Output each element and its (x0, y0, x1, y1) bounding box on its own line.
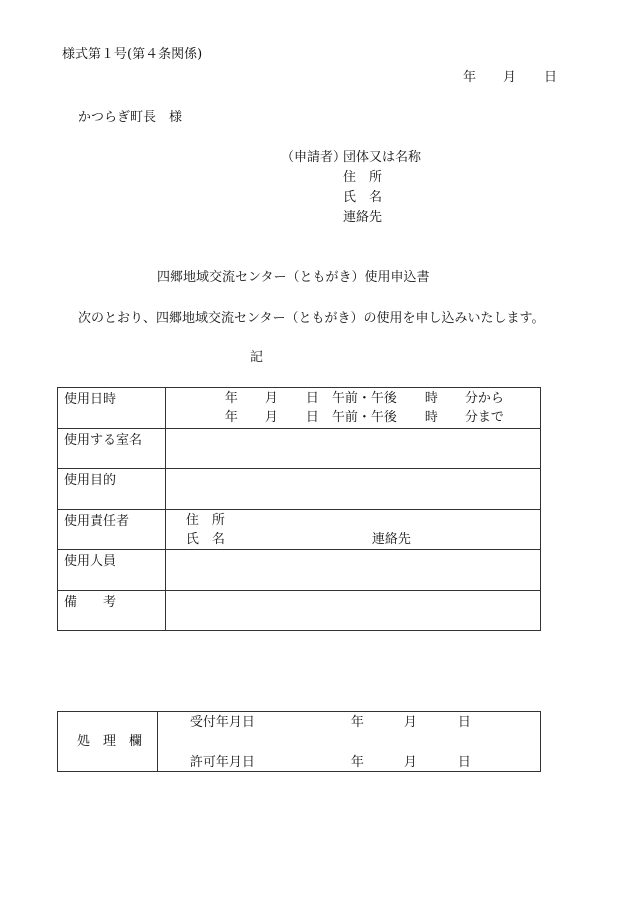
date-month: 月 (503, 70, 517, 85)
dt2-ampm: 午前・午後 (331, 410, 397, 425)
dt1-minute: 分から (464, 391, 504, 406)
received-year: 年 (350, 715, 364, 730)
processing-label: 処 理 欄 (58, 712, 158, 772)
remarks-value[interactable] (165, 591, 540, 631)
dt1-day: 日 (305, 391, 319, 406)
intro-text: 次のとおり、四郷地域交流センター（ともがき）の使用を申し込みいたします。 (78, 311, 545, 326)
datetime-label: 使用日時 (58, 388, 166, 429)
form-number: 様式第１号(第４条関係) (62, 47, 203, 62)
applicant-label: （申請者） (281, 150, 347, 165)
applicant-contact-label: 連絡先 (343, 210, 383, 225)
dt1-month: 月 (264, 391, 278, 406)
row-responsible (58, 510, 541, 550)
permitted-label: 許可年月日 (189, 755, 255, 770)
row-purpose (58, 469, 541, 510)
date-year: 年 (463, 70, 477, 85)
row-datetime (58, 388, 541, 429)
row-remarks (58, 591, 541, 631)
datetime-value[interactable] (165, 388, 540, 429)
dt2-day: 日 (305, 410, 319, 425)
purpose-value[interactable] (165, 469, 540, 510)
responsible-name: 氏 名 (185, 532, 225, 547)
ki-heading: 記 (250, 350, 264, 365)
processing-value[interactable] (157, 712, 540, 772)
room-label: 使用する室名 (58, 429, 166, 469)
received-month: 月 (403, 715, 417, 730)
applicant-org-label: 団体又は名称 (343, 150, 422, 165)
received-day: 日 (457, 715, 471, 730)
remarks-label: 備 考 (58, 591, 166, 631)
date-day: 日 (544, 70, 558, 85)
applicant-address-label: 住 所 (343, 170, 383, 185)
document-title: 四郷地域交流センター（ともがき）使用申込書 (157, 270, 430, 285)
dt1-hour: 時 (424, 391, 438, 406)
dt2-month: 月 (264, 410, 278, 425)
applicant-name-label: 氏 名 (343, 190, 383, 205)
responsible-label: 使用責任者 (58, 510, 166, 550)
permitted-month: 月 (403, 755, 417, 770)
processing-table (57, 711, 541, 772)
dt2-hour: 時 (424, 410, 438, 425)
permitted-day: 日 (457, 755, 471, 770)
dt1-ampm: 午前・午後 (331, 391, 397, 406)
responsible-contact: 連絡先 (371, 532, 411, 547)
row-people (58, 550, 541, 591)
responsible-value[interactable] (165, 510, 540, 550)
received-label: 受付年月日 (189, 715, 255, 730)
room-value[interactable] (165, 429, 540, 469)
row-room (58, 429, 541, 469)
responsible-address: 住 所 (185, 513, 225, 528)
people-value[interactable] (165, 550, 540, 591)
people-label: 使用人員 (58, 550, 166, 591)
dt1-year: 年 (224, 391, 238, 406)
dt2-minute: 分まで (464, 410, 504, 425)
permitted-year: 年 (350, 755, 364, 770)
purpose-label: 使用目的 (58, 469, 166, 510)
dt2-year: 年 (224, 410, 238, 425)
addressee: かつらぎ町長 様 (78, 110, 183, 125)
application-table (57, 387, 541, 631)
